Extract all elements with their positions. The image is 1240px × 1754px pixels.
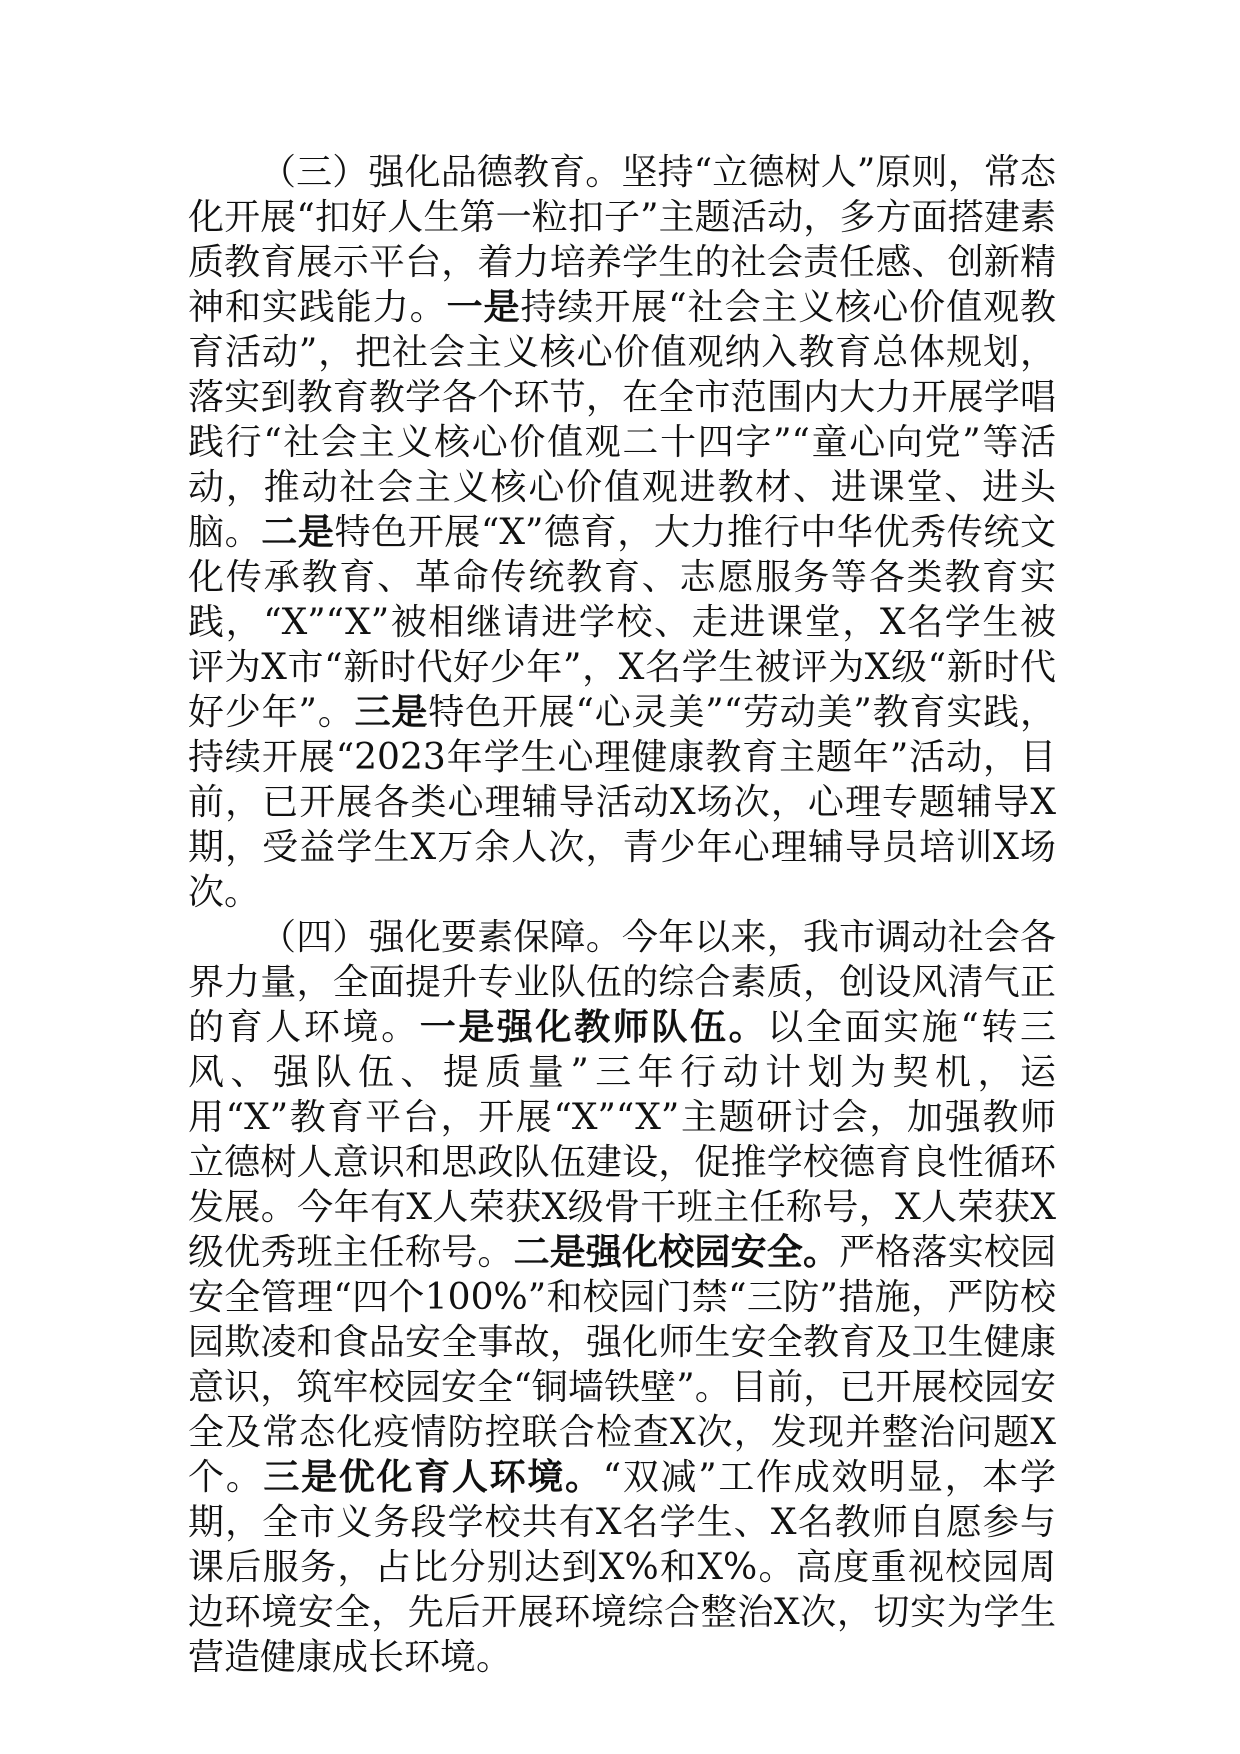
section-3-point-2-text: 特色开展“X”德育，大力推行中华优秀传统文化传承教育、革命传统教育、志愿服务等各类教育实践，“X”“X”被相继请进学校、走进课堂，X名学生被评为X市“新时代好少年”，X名学生被评为X级“新时代好少年”。	[188, 512, 1056, 733]
section-3-point-3-text: 特色开展“心灵美”“劳动美”教育实践，持续开展“2023年学生心理健康教育主题年”活动，目前，已开展各类心理辅导活动X场次，心理专题辅导X期，受益学生X万余人次，青少年心理辅导员培训X场次。	[188, 692, 1056, 913]
section-4-point-3-heading: 三是优化育人环境。	[263, 1457, 603, 1498]
section-3-point-1-text: 持续开展“社会主义核心价值观教育活动”，把社会主义核心价值观纳入教育总体规划，落实到教育教学各个环节，在全市范围内大力开展学唱践行“社会主义核心价值观二十四字”“童心向党”等活动，推动社会主义核心价值观进教材、进课堂、进头脑。	[188, 287, 1056, 553]
section-4-point-1-text: 以全面实施“转三风、强队伍、提质量”三年行动计划为契机，运用“X”教育平台，开展“X”“X”主题研讨会，加强教师立德树人意识和思政队伍建设，促推学校德育良性循环发展。今年有X人荣获X级骨干班主任称号，X人荣获X级优秀班主任称号。	[188, 1007, 1056, 1273]
section-4-point-3-text: “双减”工作成效明显，本学期，全市义务段学校共有X名学生、X名教师自愿参与课后服务，占比分别达到X%和X%。高度重视校园周边环境安全，先后开展环境综合整治X次，切实为学生营造健康成长环境。	[188, 1457, 1056, 1678]
section-3-point-3-marker: 三是	[354, 692, 429, 733]
section-4-intro: （四）强化要素保障。今年以来，我市调动社会各界力量，全面提升专业队伍的综合素质，创设风清气正的育人环境。	[188, 917, 1056, 1048]
document-page	[188, 150, 1056, 1680]
paragraph-section-3	[188, 150, 1056, 915]
section-3-point-1-marker: 一是	[446, 287, 521, 328]
section-3-intro: （三）强化品德教育。坚持“立德树人”原则，常态化开展“扣好人生第一粒扣子”主题活动，多方面搭建素质教育展示平台，着力培养学生的社会责任感、创新精神和实践能力。	[188, 152, 1056, 328]
section-4-point-1-heading: 一是强化教师队伍。	[419, 1007, 768, 1048]
section-3-point-2-marker: 二是	[261, 512, 335, 553]
section-4-point-2-heading: 二是强化校园安全。	[513, 1232, 840, 1273]
section-4-point-2-text: 严格落实校园安全管理“四个100%”和校园门禁“三防”措施，严防校园欺凌和食品安全事故，强化师生安全教育及卫生健康意识，筑牢校园安全“铜墙铁壁”。目前，已开展校园安全及常态化疫情防控联合检查X次，发现并整治问题X个。	[188, 1232, 1056, 1498]
paragraph-section-4	[188, 915, 1056, 1680]
